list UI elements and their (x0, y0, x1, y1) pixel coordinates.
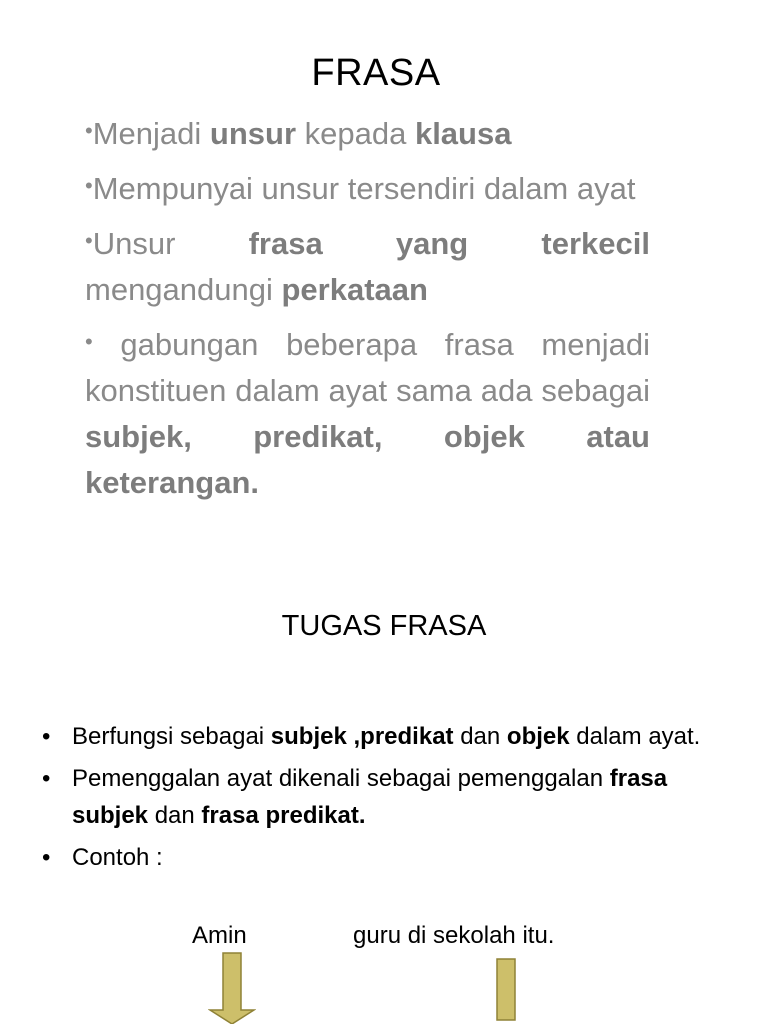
bullet-content (72, 760, 722, 834)
bullet-marker: • (85, 118, 93, 143)
bullet-item (42, 839, 722, 876)
bullet-text: Pemenggalan ayat dikenali sebagai pemenggalan (72, 765, 610, 792)
bullet-content (72, 718, 722, 755)
arrow-shape (210, 953, 254, 1024)
bullet-item (85, 319, 650, 506)
bullet-text: dan (453, 723, 507, 750)
bullet-text: Menjadi (92, 116, 210, 151)
bullet-marker: • (85, 329, 93, 354)
bullet-marker: • (42, 844, 51, 871)
section-title: TUGAS FRASA (281, 610, 487, 642)
bullet-content (72, 839, 722, 876)
bullet-item (42, 718, 722, 755)
example-subject: Amin (192, 922, 247, 949)
bullet-text: kepada (296, 116, 415, 151)
bullet-bold-text: frasa subjek (72, 765, 668, 829)
bullet-item (42, 760, 722, 834)
function-bullet-list (42, 718, 722, 881)
bullet-bold-text: perkataan (281, 272, 428, 307)
bullet-text: dalam ayat. (569, 723, 701, 750)
bullet-bold-text: frasa predikat. (201, 802, 366, 829)
bullet-text: Mempunyai unsur tersendiri dalam ayat (92, 171, 636, 206)
bullet-item (85, 218, 650, 313)
bullet-bold-text: klausa (414, 116, 512, 151)
bullet-marker: • (42, 765, 51, 792)
bullet-marker: • (85, 228, 93, 253)
bullet-bold-text: objek (506, 723, 570, 750)
bullet-text: Berfungsi sebagai (72, 723, 271, 750)
bullet-text: gabungan beberapa frasa menjadi konstituen dalam ayat sama ada sebagai (85, 327, 650, 408)
bullet-bold-text: frasa yang terkecil (248, 226, 651, 261)
bullet-item (85, 108, 650, 157)
bullet-text: Contoh : (72, 844, 163, 871)
down-arrow-icon (484, 958, 528, 1024)
bullet-marker: • (42, 723, 51, 750)
bullet-text: mengandungi (85, 272, 282, 307)
bullet-text: dan (148, 802, 202, 829)
bullet-marker: • (85, 173, 93, 198)
example-predicate: guru di sekolah itu. (353, 922, 555, 949)
arrow-shape (497, 959, 515, 1020)
bullet-bold-text: subjek ,predikat (270, 723, 454, 750)
bullet-bold-text: unsur (209, 116, 297, 151)
bullet-bold-text: subjek, predikat, objek atau keterangan. (85, 419, 650, 500)
slide-title: FRASA (311, 52, 441, 94)
definition-bullet-list (85, 108, 650, 512)
bullet-item (85, 163, 650, 212)
down-arrow-icon (208, 952, 256, 1024)
bullet-text: Unsur (92, 226, 249, 261)
